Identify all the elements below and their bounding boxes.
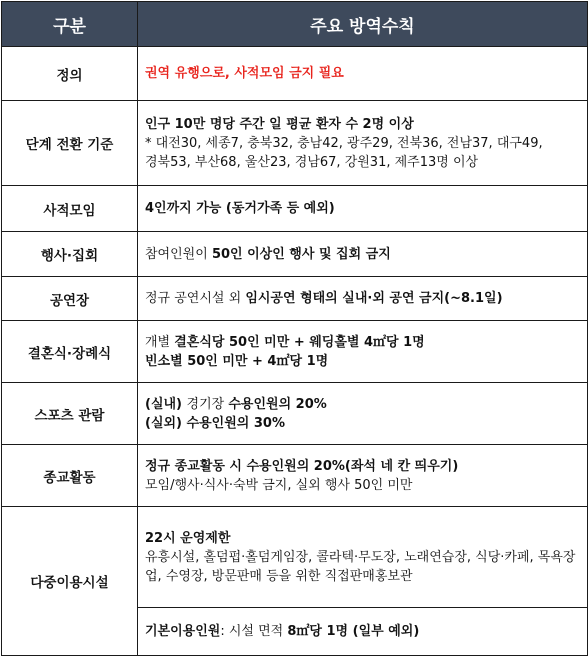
row-content-performance bbox=[138, 277, 588, 321]
row-content-definition bbox=[138, 47, 588, 101]
table-header-row bbox=[2, 2, 588, 47]
gathering-text: 4인까지 가능 (동거가족 등 예외) bbox=[145, 201, 335, 216]
sports-line1-capacity: 수용인원의 20% bbox=[228, 396, 327, 412]
facilities-base-label: 기본이용인원 bbox=[145, 624, 221, 639]
row-content-gathering bbox=[138, 186, 588, 232]
row-criteria bbox=[2, 101, 588, 186]
performance-text-normal: 정규 공연시설 외 bbox=[145, 291, 246, 306]
row-definition bbox=[2, 47, 588, 101]
definition-text: 권역 유행으로, 사적모임 금지 필요 bbox=[145, 66, 344, 81]
row-sports bbox=[2, 383, 588, 445]
ceremony-line1-normal: 개별 bbox=[145, 334, 175, 350]
events-text-normal: 참여인원이 bbox=[145, 246, 212, 262]
row-performance bbox=[2, 277, 588, 321]
row-label-sports: 스포츠 관람 bbox=[2, 383, 138, 445]
performance-text-bold: 임시공연 형태의 실내·외 공연 금지(~8.1일) bbox=[245, 291, 503, 306]
row-content-criteria bbox=[138, 101, 588, 186]
row-facilities-top bbox=[2, 507, 588, 608]
criteria-regions-2: 경북53, 부산68, 울산23, 경남67, 강원31, 제주13명 이상 bbox=[145, 154, 479, 170]
row-gathering bbox=[2, 186, 588, 232]
criteria-regions-1: * 대전30, 세종7, 충북32, 충남42, 광주29, 전북36, 전남37, 대구49, bbox=[145, 135, 543, 151]
row-ceremony bbox=[2, 321, 588, 383]
religion-line1: 정규 종교활동 시 수용인원의 20%(좌석 네 칸 띄우기) bbox=[145, 458, 459, 474]
row-label-religion: 종교활동 bbox=[2, 445, 138, 507]
row-label-performance: 공연장 bbox=[2, 277, 138, 321]
sports-line1-indoor: (실내) bbox=[145, 396, 187, 412]
facilities-base-normal: : 시설 면적 bbox=[220, 624, 288, 639]
row-content-facilities-base bbox=[138, 608, 588, 656]
sports-line1-venue: 경기장 bbox=[186, 396, 229, 412]
sports-line2-outdoor: (실외) bbox=[145, 415, 187, 431]
facilities-desc: 유흥시설, 홀덤펍·홀덤게임장, 콜라텍·무도장, 노래연습장, 식당·카페, 목욕장업, 수영장, 방문판매 등을 위한 직접판매홍보관 bbox=[145, 549, 576, 584]
row-label-criteria: 단계 전환 기준 bbox=[2, 101, 138, 186]
row-religion bbox=[2, 445, 588, 507]
row-label-ceremony: 결혼식·장례식 bbox=[2, 321, 138, 383]
ceremony-line2: 빈소별 50인 미만 + 4㎡당 1명 bbox=[145, 353, 329, 369]
row-content-events bbox=[138, 232, 588, 277]
row-content-ceremony bbox=[138, 321, 588, 383]
row-content-sports bbox=[138, 383, 588, 445]
ceremony-line1-bold: 결혼식당 50인 미만 + 웨딩홀별 4㎡당 1명 bbox=[174, 334, 425, 350]
row-label-facilities: 다중이용시설 bbox=[2, 507, 138, 656]
row-events bbox=[2, 232, 588, 277]
row-content-facilities-hours bbox=[138, 507, 588, 608]
row-label-definition: 정의 bbox=[2, 47, 138, 101]
facilities-title: 22시 운영제한 bbox=[145, 530, 231, 546]
distancing-rules-table bbox=[1, 1, 588, 656]
row-label-events: 행사·집회 bbox=[2, 232, 138, 277]
row-content-religion bbox=[138, 445, 588, 507]
facilities-base-bold: 8㎡당 1명 (일부 예외) bbox=[287, 624, 420, 639]
row-label-gathering: 사적모임 bbox=[2, 186, 138, 232]
sports-line2-capacity: 수용인원의 30% bbox=[186, 415, 285, 431]
events-text-bold: 50인 이상인 행사 및 집회 금지 bbox=[211, 246, 391, 262]
religion-line2: 모임/행사·식사·숙박 금지, 실외 행사 50인 미만 bbox=[145, 477, 413, 493]
header-category: 구분 bbox=[2, 2, 138, 47]
criteria-main: 인구 10만 명당 주간 일 평균 환자 수 2명 이상 bbox=[145, 116, 414, 132]
header-rules: 주요 방역수칙 bbox=[138, 2, 588, 47]
